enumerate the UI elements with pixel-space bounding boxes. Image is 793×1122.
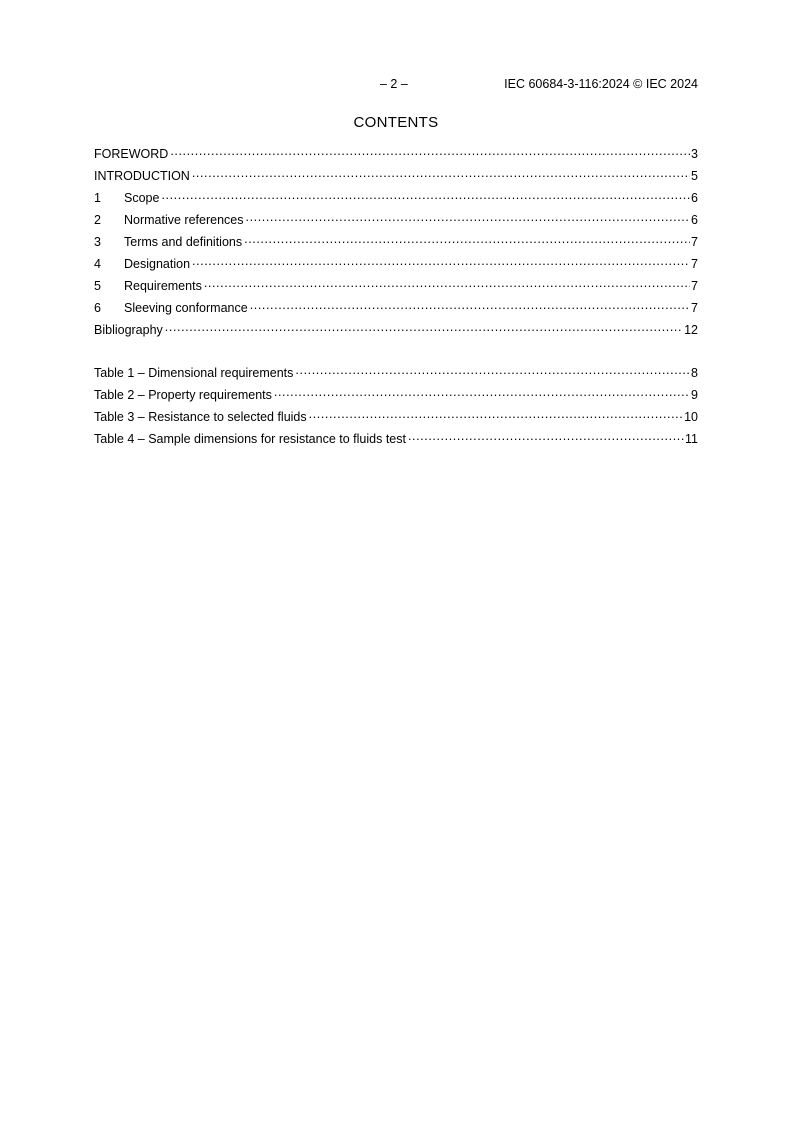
list-of-tables	[94, 363, 698, 451]
toc-entry-label: Designation	[124, 257, 191, 271]
page-number: – 2 –	[380, 77, 408, 91]
table-entry-1[interactable]	[94, 363, 698, 385]
toc-entry-page: 6	[691, 191, 698, 205]
toc-entry-label: INTRODUCTION	[94, 169, 190, 183]
toc-entry-number: 1	[94, 191, 101, 205]
contents-title: CONTENTS	[353, 114, 439, 131]
page-header	[94, 76, 698, 92]
dot-leader	[170, 144, 690, 158]
toc-entry-label: Bibliography	[94, 323, 163, 337]
dot-leader	[408, 429, 684, 443]
toc-entry-page: 7	[691, 235, 698, 249]
toc-entry-number: 5	[94, 279, 101, 293]
dot-leader	[192, 166, 690, 180]
table-entry-label: Table 2 – Property requirements	[94, 388, 272, 402]
table-entry-page: 10	[684, 410, 698, 424]
dot-leader	[295, 363, 690, 377]
dot-leader	[274, 385, 690, 399]
table-entry-label: Table 3 – Resistance to selected fluids	[94, 410, 307, 424]
dot-leader	[165, 320, 683, 334]
table-entry-label: Table 1 – Dimensional requirements	[94, 366, 294, 380]
toc-entry-requirements[interactable]	[94, 276, 698, 298]
toc-entry-label: Normative references	[124, 213, 244, 227]
table-entry-page: 8	[691, 366, 698, 380]
toc-entry-label: Terms and definitions	[124, 235, 243, 249]
toc-entry-page: 7	[691, 279, 698, 293]
toc-entry-number: 3	[94, 235, 101, 249]
toc-entry-scope[interactable]	[94, 188, 698, 210]
toc-entry-number: 4	[94, 257, 101, 271]
table-entry-page: 11	[685, 432, 698, 446]
toc-entry-designation[interactable]	[94, 254, 698, 276]
toc-entry-label: FOREWORD	[94, 147, 169, 161]
dot-leader	[250, 298, 690, 312]
toc-entry-page: 5	[691, 169, 698, 183]
table-of-contents	[94, 144, 698, 342]
toc-entry-number: 6	[94, 301, 101, 315]
toc-entry-page: 12	[684, 323, 698, 337]
document-reference: IEC 60684-3-116:2024 © IEC 2024	[504, 77, 698, 91]
toc-entry-bibliography[interactable]	[94, 320, 698, 342]
dot-leader	[204, 276, 690, 290]
toc-entry-sleeving-conformance[interactable]	[94, 298, 698, 320]
dot-leader	[309, 407, 683, 421]
toc-entry-page: 7	[691, 301, 698, 315]
toc-entry-page: 6	[691, 213, 698, 227]
dot-leader	[246, 210, 691, 224]
toc-entry-label: Sleeving conformance	[124, 301, 248, 315]
table-entry-4[interactable]	[94, 429, 698, 451]
toc-entry-terms-and-definitions[interactable]	[94, 232, 698, 254]
toc-entry-page: 7	[691, 257, 698, 271]
dot-leader	[161, 188, 690, 202]
dot-leader	[244, 232, 690, 246]
toc-entry-normative-references[interactable]	[94, 210, 698, 232]
table-entry-3[interactable]	[94, 407, 698, 429]
table-entry-page: 9	[691, 388, 698, 402]
toc-entry-label: Requirements	[124, 279, 202, 293]
dot-leader	[192, 254, 690, 268]
toc-entry-introduction[interactable]	[94, 166, 698, 188]
toc-entry-foreword[interactable]	[94, 144, 698, 166]
table-entry-2[interactable]	[94, 385, 698, 407]
table-entry-label: Table 4 – Sample dimensions for resistance to fluids test	[94, 432, 406, 446]
toc-entry-number: 2	[94, 213, 101, 227]
toc-entry-label: Scope	[124, 191, 160, 205]
toc-entry-page: 3	[691, 147, 698, 161]
